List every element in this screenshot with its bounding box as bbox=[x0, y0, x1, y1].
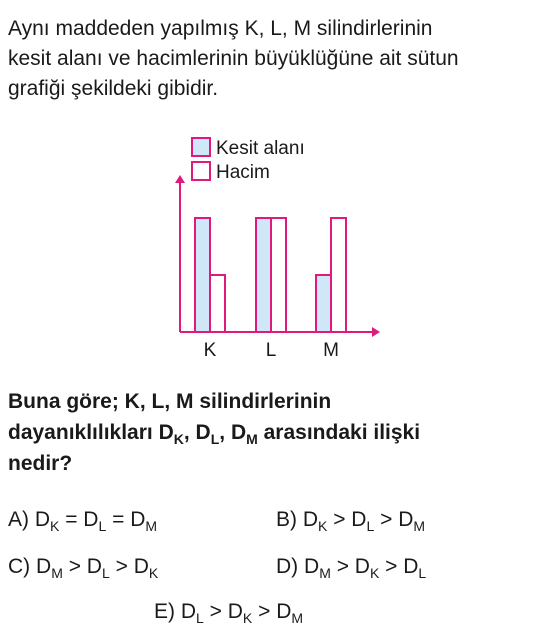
chart-legend bbox=[192, 138, 305, 183]
bar-M-series-2 bbox=[331, 218, 346, 332]
category-label-K: K bbox=[203, 340, 217, 361]
option-c[interactable]: C) $D_M > D_L > D_K$ bbox=[8, 555, 159, 581]
option-a[interactable]: A) $D_K = D_L = D_M$ bbox=[8, 508, 158, 534]
option-d[interactable]: D) $D_M > D_K > D_L$ bbox=[276, 555, 427, 581]
chart-bars bbox=[195, 218, 346, 332]
legend-label-2: Hacim bbox=[216, 162, 270, 183]
category-label-L: L bbox=[265, 340, 277, 361]
question-line-3: nedir? bbox=[8, 452, 73, 475]
bar-K-series-1 bbox=[195, 218, 210, 332]
option-b[interactable]: B) $D_K > D_L > D_M$ bbox=[276, 508, 426, 534]
category-label-M: M bbox=[323, 340, 339, 361]
bar-K-series-2 bbox=[210, 275, 225, 332]
intro-line-2: kesit alanı ve hacimlerinin büyüklüğüne ait sütun bbox=[8, 47, 459, 70]
bar-L-series-2 bbox=[271, 218, 286, 332]
intro-line-1: Aynı maddeden yapılmış K, L, M silindirlerinin bbox=[8, 17, 433, 40]
x-axis-arrow bbox=[372, 327, 380, 337]
question-line-1: Buna göre; K, L, M silindirlerinin bbox=[8, 390, 332, 413]
question-line-2: dayanıklılıkları $D_K$, $D_L$, $D_M$ arasındaki ilişki bbox=[8, 421, 421, 447]
legend-swatch-2 bbox=[192, 162, 210, 180]
legend-swatch-1 bbox=[192, 138, 210, 156]
question-text bbox=[8, 386, 528, 479]
option-e[interactable]: E) $D_L > D_K > D_M$ bbox=[154, 600, 304, 626]
legend-label-1: Kesit alanı bbox=[216, 138, 305, 159]
chart-category-labels bbox=[204, 340, 339, 361]
bar-M-series-1 bbox=[316, 275, 331, 332]
intro-line-3: grafiği şekildeki gibidir. bbox=[8, 77, 219, 100]
bar-L-series-1 bbox=[256, 218, 271, 332]
y-axis-arrow bbox=[175, 175, 185, 183]
